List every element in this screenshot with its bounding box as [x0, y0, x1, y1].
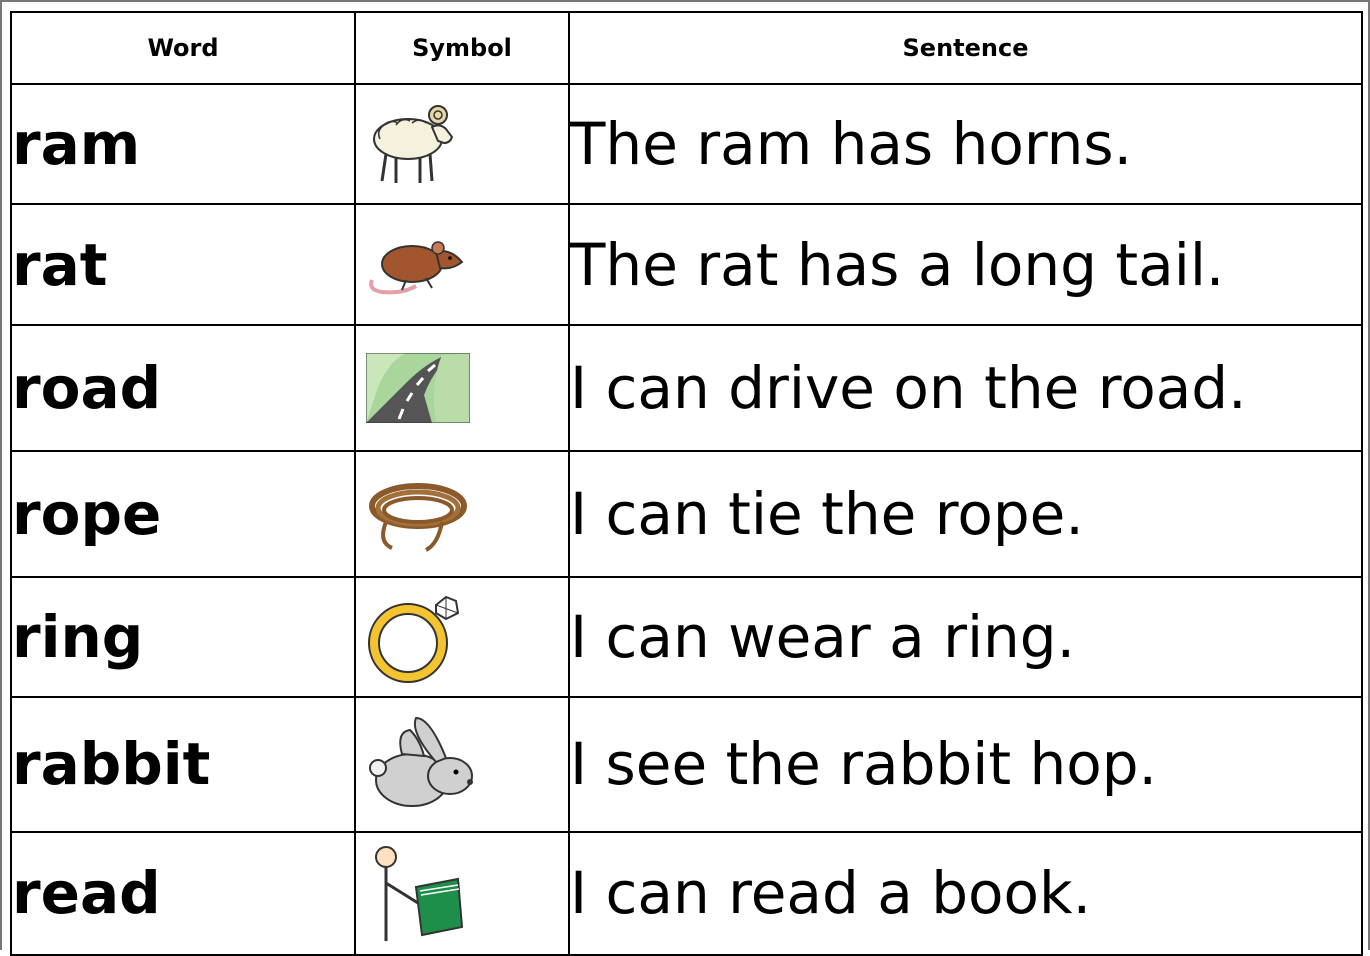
sentence-cell: I see the rabbit hop. — [569, 697, 1362, 831]
symbol-cell — [355, 832, 569, 955]
symbol-cell — [355, 325, 569, 450]
table-row — [11, 697, 1362, 831]
word-cell: ram — [11, 84, 355, 204]
word-cell: ring — [11, 577, 355, 697]
sentence-cell: I can read a book. — [569, 832, 1362, 955]
word-cell: rat — [11, 204, 355, 325]
symbol-cell — [355, 204, 569, 325]
symbol-cell — [355, 451, 569, 577]
header-symbol: Symbol — [355, 12, 569, 84]
ring-icon — [366, 591, 466, 683]
sentence-cell: I can wear a ring. — [569, 577, 1362, 697]
table-row — [11, 577, 1362, 697]
header-sentence: Sentence — [569, 12, 1362, 84]
sentence-cell: I can tie the rope. — [569, 451, 1362, 577]
table-row — [11, 84, 1362, 204]
sentence-cell: I can drive on the road. — [569, 325, 1362, 450]
table-row — [11, 325, 1362, 450]
word-cell: road — [11, 325, 355, 450]
header-row — [11, 12, 1362, 84]
table-row — [11, 832, 1362, 955]
ram-icon — [366, 99, 466, 189]
table-row — [11, 451, 1362, 577]
reading-person-icon — [366, 843, 466, 943]
symbol-cell — [355, 84, 569, 204]
table-row — [11, 204, 1362, 325]
rope-icon — [366, 472, 470, 556]
header-word: Word — [11, 12, 355, 84]
symbol-cell — [355, 577, 569, 697]
word-cell: read — [11, 832, 355, 955]
rat-icon — [366, 230, 466, 300]
rabbit-icon — [366, 714, 478, 814]
road-icon — [366, 353, 470, 423]
word-cell: rabbit — [11, 697, 355, 831]
symbol-cell — [355, 697, 569, 831]
word-table — [10, 11, 1363, 956]
sentence-cell: The rat has a long tail. — [569, 204, 1362, 325]
word-cell: rope — [11, 451, 355, 577]
sentence-cell: The ram has horns. — [569, 84, 1362, 204]
